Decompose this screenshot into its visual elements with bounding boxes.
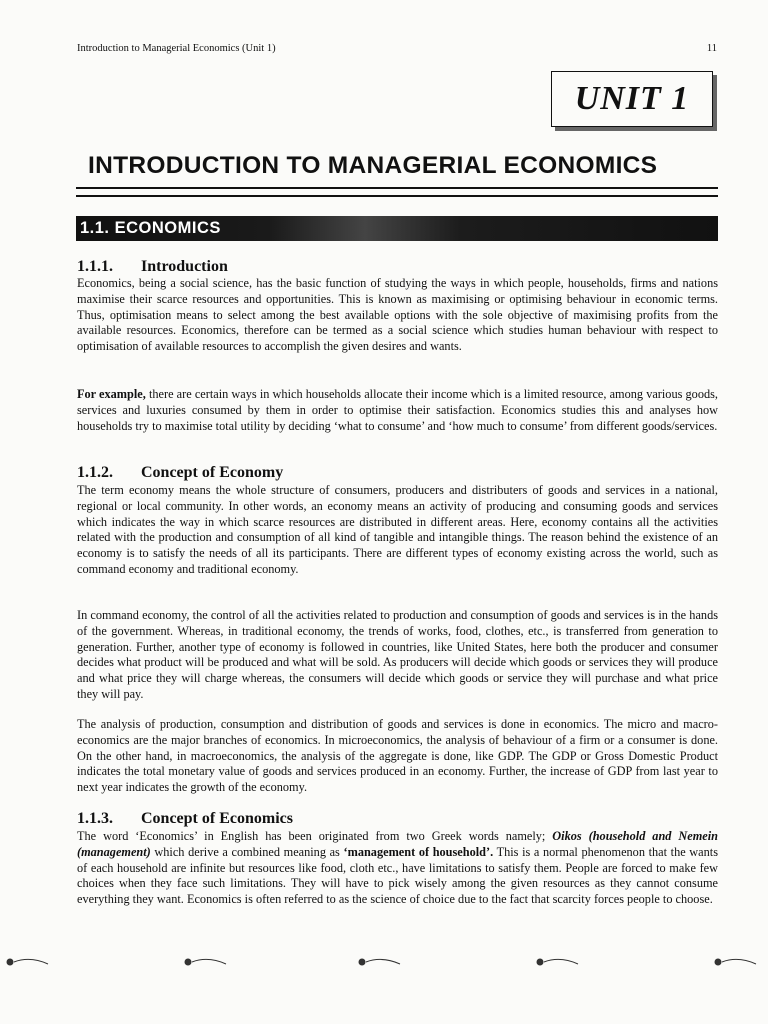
subsection-title: Introduction: [141, 258, 228, 275]
section-heading-bar: [76, 216, 718, 241]
paragraph: Economics, being a social science, has the basic function of studying the ways in which people, households, firms and nations maximise their scarce resources and opportunities. This is known as maximising or optimising behaviour in economic terms. Thus, optimisation means to select among the best available options with the sole objective of maximising profits from the available resources. Economics, therefore can be termed as a social science which studies human behaviour with respect to optimisation of available resources to accomplish the given desires and wants.: [77, 276, 718, 354]
paragraph: The term economy means the whole structure of consumers, producers and distributers of goods and services in a national, regional or local community. In other words, an economy means an activity of producing and consuming goods and services which indicates the way in which scarce resources are distributed in different areas. Here, economy contains all the activities related with the production and consumption of all kind of tangible and intangible things. The reason behind the existence of an economy is to satisfy the needs of all its participants. There are different types of economy existing across the world, such as command economy and traditional economy.: [77, 483, 718, 576]
page-number: 11: [706, 43, 717, 54]
paragraph: The analysis of production, consumption and distribution of goods and services is done in economics. The micro and macro-economics are the major branches of economics. In microeconomics, the analysis of behaviour of a firm or a consumer is done. On the other hand, in macroeconomics, the analysis of the aggregate is done, like GDP. The GDP or Gross Domestic Product indicates the total monetary value of goods and services produced in an economy. Further, the increase of GDP from last year to next year indicates the growth of the economy.: [77, 717, 718, 795]
paragraph: In command economy, the control of all the activities related to production and consumption of goods and services is in the hands of the government. Whereas, in traditional economy, the trends of works, food, clothes, etc., is transferred from generation to generation. Further, another type of economy is followed in countries, like United States, here both the producer and consumer decides what product will be produced and what will be sold. As producers will decide which goods or services they will produce and what price they will charge whereas, the consumers will decide which goods or service they will purchase and what price they will pay.: [77, 608, 718, 701]
title-double-rule: [76, 187, 718, 197]
paragraph: [77, 829, 718, 908]
running-title: Introduction to Managerial Economics (Unit 1): [77, 43, 276, 54]
flourish-icon: [185, 959, 226, 965]
flourish-icon: [359, 959, 400, 965]
subsection-number: 1.1.1.: [77, 258, 113, 275]
section-heading: 1.1. ECONOMICS: [80, 219, 221, 237]
text-run: This is a normal phenomenon that the wants of each household are infinite but resources like food, cloth etc., have limitations to satisfy them. People are forced to make few choices when they face such limitations. They will have to pick wisely among the given resources as they cannot consume everything they want. Economics is often referred to as the science of choice due to the fact that scarcity forces people to choose.: [77, 844, 718, 907]
subsection-heading-concept-of-economy: [77, 464, 283, 482]
combined-meaning: ‘management of household’.: [343, 844, 494, 859]
subsection-heading-introduction: [77, 258, 228, 276]
example-text: there are certain ways in which households allocate their income which is a limited resource, among various goods, services and luxuries consumed by them in order to optimise their satisfaction. Economics studies this and analyses how households try to maximise total utility by deciding ‘what to consume’ and ‘how much to consume’ from different goods/services.: [77, 387, 718, 433]
flourish-icon: [7, 959, 48, 965]
subsection-number: 1.1.3.: [77, 810, 113, 827]
text-run: The word ‘Economics’ in English has been originated from two Greek words namely;: [77, 829, 553, 843]
paragraph-example: [77, 387, 718, 434]
flourish-icon: [715, 959, 756, 965]
unit-label-box: [551, 71, 713, 127]
running-header: [77, 43, 717, 54]
footer-ornament: [0, 950, 768, 980]
subsection-number: 1.1.2.: [77, 464, 113, 481]
example-lead: For example,: [77, 387, 146, 401]
text-run: which derive a combined meaning as: [150, 844, 344, 859]
subsection-title: Concept of Economics: [141, 810, 293, 827]
subsection-title: Concept of Economy: [141, 464, 284, 481]
subsection-heading-concept-of-economics: [77, 810, 293, 828]
chapter-title: INTRODUCTION TO MANAGERIAL ECONOMICS: [88, 152, 658, 179]
greek-origin-terms: Oikos (household and Nemein (management): [77, 829, 718, 859]
flourish-icon: [537, 959, 578, 965]
unit-label: UNIT 1: [574, 80, 690, 117]
